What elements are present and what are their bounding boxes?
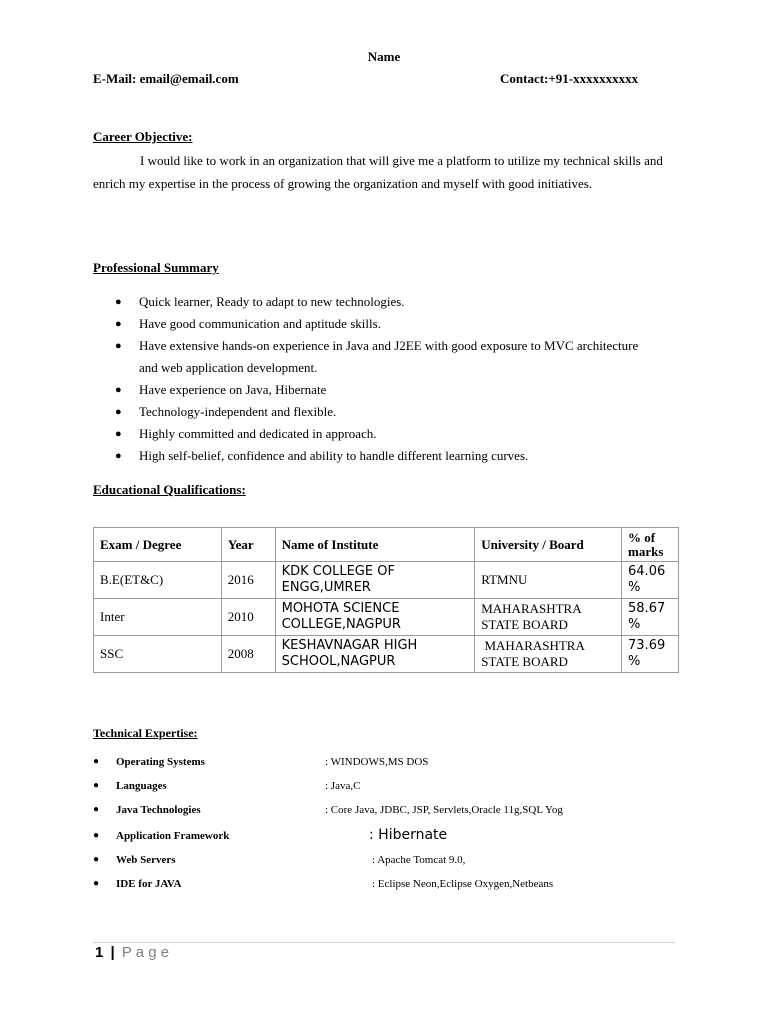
page-number: 1 bbox=[95, 944, 104, 961]
email-line: E-Mail: email@email.com bbox=[93, 71, 239, 86]
list-item: ● Technology-independent and flexible. bbox=[93, 401, 653, 423]
header-marks: % of marks bbox=[622, 528, 679, 562]
technical-expertise-heading: Technical Expertise: bbox=[93, 726, 198, 740]
list-item: ● Highly committed and dedicated in approach. bbox=[93, 423, 653, 445]
bullet-icon: ● bbox=[93, 830, 100, 841]
contact-line: Contact:+91-xxxxxxxxxx bbox=[500, 71, 639, 86]
bullet-icon: ● bbox=[115, 318, 122, 330]
list-item: ● Have experience on Java, Hibernate bbox=[93, 379, 653, 401]
professional-summary-list bbox=[93, 291, 653, 467]
list-item: ● High self-belief, confidence and ability to handle different learning curves. bbox=[93, 445, 653, 467]
bullet-icon: ● bbox=[115, 384, 122, 396]
list-item: ● Have extensive hands-on experience in Java and J2EE with good exposure to MVC architecture and web application development. bbox=[93, 335, 653, 379]
list-item: ● Quick learner, Ready to adapt to new technologies. bbox=[93, 291, 653, 313]
page-separator: | bbox=[110, 944, 115, 961]
table-header-row bbox=[94, 528, 679, 562]
candidate-name: Name bbox=[367, 49, 401, 64]
header-university: University / Board bbox=[475, 528, 622, 562]
career-objective-heading: Career Objective: bbox=[93, 129, 193, 144]
bullet-icon: ● bbox=[93, 780, 100, 791]
bullet-icon: ● bbox=[115, 450, 122, 462]
footer-divider bbox=[93, 942, 675, 943]
education-table bbox=[93, 527, 679, 673]
bullet-icon: ● bbox=[93, 804, 100, 815]
header-exam: Exam / Degree bbox=[94, 528, 222, 562]
header-year: Year bbox=[221, 528, 275, 562]
page-footer bbox=[95, 944, 169, 961]
educational-qualifications-heading: Educational Qualifications: bbox=[93, 482, 246, 497]
career-objective-text bbox=[93, 149, 683, 195]
table-row: SSC 2008 KESHAVNAGAR HIGH SCHOOL,NAGPUR MAHARASHTRA STATE BOARD 73.69 % bbox=[94, 636, 679, 673]
professional-summary-heading: Professional Summary bbox=[93, 260, 219, 275]
page-label: P a g e bbox=[121, 944, 170, 961]
bullet-icon: ● bbox=[93, 756, 100, 767]
list-item: ● Have good communication and aptitude skills. bbox=[93, 313, 653, 335]
table-row: B.E(ET&C) 2016 KDK COLLEGE OF ENGG,UMRER RTMNU 64.06 % bbox=[94, 562, 679, 599]
bullet-icon: ● bbox=[115, 296, 122, 308]
bullet-icon: ● bbox=[115, 340, 122, 352]
bullet-icon: ● bbox=[115, 428, 122, 440]
bullet-icon: ● bbox=[93, 878, 100, 889]
career-objective-body: I would like to work in an organization that will give me a platform to utilize my technical skills and enrich my expertise in the process of growing the organization and myself with good initiatives. bbox=[93, 153, 663, 191]
bullet-icon: ● bbox=[115, 406, 122, 418]
bullet-icon: ● bbox=[93, 854, 100, 865]
table-row: Inter 2010 MOHOTA SCIENCE COLLEGE,NAGPUR MAHARASHTRA STATE BOARD 58.67 % bbox=[94, 599, 679, 636]
header-institute: Name of Institute bbox=[275, 528, 475, 562]
